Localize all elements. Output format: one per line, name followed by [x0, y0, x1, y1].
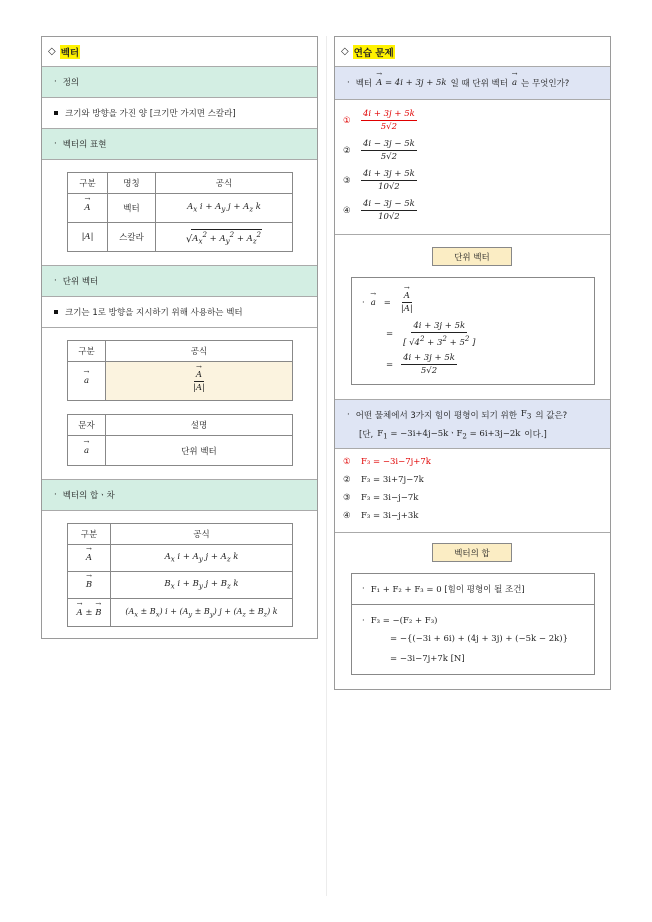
formula-cell: $B_x$ $i + B_y$ $j + B_z$ k	[111, 572, 293, 599]
unit-vector-text: 크기는 1로 방향을 지시하기 위해 사용하는 벡터	[65, 308, 243, 318]
option-3[interactable]: ③ $\frac{4i + 3j + 5k}{10√2}$	[343, 169, 415, 192]
bullet-dot: ·	[54, 77, 57, 87]
formula-cell: $A_x$ $i + A_y$ $j + A_z$ k	[156, 194, 293, 223]
symbol-cell: → A	[68, 194, 108, 223]
description-cell: 단위 벡터	[106, 436, 293, 466]
col-header: 공식	[156, 173, 293, 194]
col-header: 공식	[111, 524, 293, 545]
definition-row	[42, 98, 317, 129]
symbol-cell: → a	[68, 436, 106, 466]
q2-text: 이다.]	[524, 429, 547, 440]
option-number: ②	[343, 145, 351, 156]
option-expr: F₃ = −3i−7j+7k	[361, 457, 431, 467]
col-header: 구분	[68, 524, 111, 545]
column-divider	[326, 36, 327, 896]
col-header: 설명	[106, 415, 293, 436]
option-expr: F₃ = 3i+7j−7k	[361, 475, 424, 485]
q1-unit-symbol: → a	[512, 78, 517, 88]
section-title: 단위 벡터	[62, 277, 99, 287]
section-title: 정의	[62, 78, 80, 88]
option-number: ②	[343, 475, 351, 485]
section-representation	[42, 129, 317, 160]
formula-cell: $(A_x \pm B_x) i + (A_y \pm B_y) j + (A_z \pm B_z)$ k	[111, 599, 293, 627]
option-number: ①	[343, 115, 351, 126]
formula-cell: √ $A_x^2 + A_y^2 + A_z^2$	[156, 223, 293, 252]
option-number: ④	[343, 511, 351, 521]
definition-text: 크기와 방향을 가진 양 [크기만 가지면 스칼라]	[65, 109, 236, 119]
option-1[interactable]: ① $\frac{4i + 3j + 5k}{5√2}$	[343, 109, 415, 132]
section-unit-vector	[42, 266, 317, 297]
col-header: 구분	[68, 341, 106, 362]
q2-text: 어떤 물체에서 3가지 힘이 평형이 되기 위한	[355, 411, 517, 421]
solution-step: = $\frac{4i + 3j + 5k}{5√2}$	[386, 353, 455, 376]
panel-title: 벡터	[60, 45, 80, 59]
practice-panel	[334, 36, 611, 690]
unit-vector-row	[42, 297, 317, 328]
answer-tag: 벡터의 합	[432, 543, 512, 562]
sum-diff-table	[67, 523, 293, 627]
q1-solution	[335, 235, 610, 400]
name-cell: 벡터	[108, 194, 156, 223]
col-header: 구분	[68, 173, 108, 194]
option-2[interactable]: ② $\frac{4i - 3j - 5k}{5√2}$	[343, 139, 415, 162]
solution-step: = −{(−3i + 6i) + (4j + 3j) + (−5k − 2k)}	[390, 634, 568, 644]
question-2	[335, 400, 610, 449]
q1-vector: → A = 4i + 3j + 5k	[376, 78, 446, 88]
diamond-icon: ◇	[48, 46, 56, 57]
formula-cell: → $\frac{A}{|A|}$	[106, 362, 293, 401]
q2-line-1	[347, 409, 610, 421]
solution-box	[351, 573, 595, 675]
option-expr: F₃ = 3i−j+3k	[361, 511, 419, 521]
symbol-cell: → B	[68, 572, 111, 599]
option-3[interactable]	[343, 493, 418, 503]
bullet-dot: ·	[347, 78, 350, 88]
col-header: 문자	[68, 415, 106, 436]
bullet-dot: ·	[347, 410, 350, 420]
option-number: ③	[343, 175, 351, 186]
square-bullet-icon	[54, 310, 58, 314]
formula-cell: $A_x$ $i + A_y$ $j + A_z$ k	[111, 545, 293, 572]
q1-suffix: 는 무엇인가?	[521, 79, 570, 89]
option-number: ③	[343, 493, 351, 503]
unit-char-table	[67, 414, 293, 466]
q2-options	[335, 449, 610, 533]
unit-formula-table	[67, 340, 293, 401]
solution-step: · → a = → $\frac{A}{|A|}$	[362, 290, 415, 315]
panel-header	[335, 37, 610, 67]
option-2[interactable]	[343, 475, 424, 485]
q1-options	[335, 100, 610, 235]
q2-line-2	[347, 427, 610, 441]
option-number: ④	[343, 205, 351, 216]
option-4[interactable]	[343, 511, 418, 521]
condition-row: · F₁ + F₂ + F₃ = 0 [힘이 평형이 될 조건]	[352, 574, 594, 605]
panel-header	[42, 37, 317, 67]
symbol-cell: |A|	[68, 223, 108, 252]
diamond-icon: ◇	[341, 46, 349, 57]
section-sum-diff	[42, 480, 317, 511]
section-definition	[42, 67, 317, 98]
q2-text: [단,	[359, 429, 374, 440]
q2-symbol: $F_3$	[520, 409, 532, 421]
solution-box	[351, 277, 595, 385]
option-number: ①	[343, 457, 351, 467]
representation-block	[42, 160, 317, 266]
q2-forces: $F_1 = -3i+4j-5k$ㆍ$F_2 = 6i+3j-2k$	[377, 429, 521, 441]
symbol-cell: → a	[68, 362, 106, 401]
option-1[interactable]	[343, 457, 431, 467]
q2-text: 의 값은?	[535, 411, 568, 421]
option-4[interactable]: ④ $\frac{4i - 3j - 5k}{10√2}$	[343, 199, 415, 222]
col-header: 명칭	[108, 173, 156, 194]
option-expr: F₃ = 3i−j−7k	[361, 493, 419, 503]
solution-step: = $\frac{4i + 3j + 5k}{[ √4^2 + 3^2 + 5^2 ]}$	[386, 321, 476, 348]
bullet-dot: ·	[54, 276, 57, 286]
condition-text: F₁ + F₂ + F₃ = 0 [힘이 평형이 될 조건]	[370, 585, 525, 595]
vector-panel	[41, 36, 318, 639]
sum-diff-block	[42, 511, 317, 631]
symbol-cell: → A ± → B	[68, 599, 111, 627]
bullet-dot: ·	[54, 490, 57, 500]
col-header: 공식	[106, 341, 293, 362]
unit-vector-block	[42, 328, 317, 480]
answer-tag: 단위 벡터	[432, 247, 512, 266]
bullet-dot: ·	[54, 139, 57, 149]
solution-step: · F₃ = −(F₂ + F₃)	[362, 616, 438, 626]
q2-solution	[335, 533, 610, 683]
panel-title: 연습 문제	[353, 45, 395, 59]
name-cell: 스칼라	[108, 223, 156, 252]
solution-step: = −3i−7j+7k [N]	[390, 654, 465, 664]
representation-table	[67, 172, 293, 252]
q1-mid: 일 때 단위 벡터	[450, 79, 508, 89]
section-title: 벡터의 표현	[62, 140, 107, 150]
q1-prefix: 벡터	[355, 79, 373, 89]
question-1	[335, 67, 610, 100]
square-bullet-icon	[54, 111, 58, 115]
symbol-cell: → A	[68, 545, 111, 572]
section-title: 벡터의 합ㆍ차	[62, 491, 115, 501]
